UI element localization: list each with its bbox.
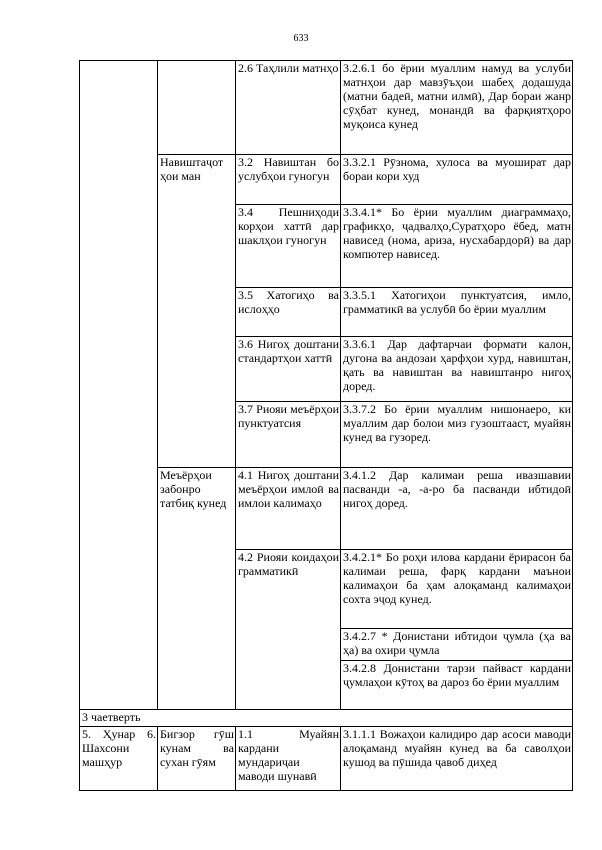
table-cell: 3.5 Хатогиҳо ва ислоҳҳо [236, 288, 341, 337]
table-cell: 3.3.4.1* Бо ёрии муаллим диаграммаҳо, графикҳо, ҷадвалҳо,Суратҳоро ёбед, матн нависед (нома, ариза, нусхабардорӣ) ва дар компютер нависед. [341, 205, 573, 288]
table-cell: 3.3.7.2 Бо ёрии муаллим нишонаеро, ки муаллим дар болои миз гузоштааст, муайян кунед ва гузоред. [341, 402, 573, 468]
table-cell: 2.6 Таҳлили матнҳо [236, 61, 341, 155]
table-cell: Меъёрҳои забонро татбиқ кунед [158, 468, 236, 710]
table-cell: 5. Ҳунар 6. Шахсони машҳур [80, 727, 158, 791]
table-cell: 3.6 Нигоҳ доштани стандартҳои хаттӣ [236, 337, 341, 402]
table-cell: 1.1 Муайян кардани мундариҷаи маводи шунавӣ [236, 727, 341, 791]
table-row [80, 61, 573, 155]
table-cell: 4.2 Риояи коидаҳои грамматикӣ [236, 550, 341, 710]
table-cell: 3.4 Пешниҳоди корҳои хаттӣ дар шаклҳои гуногун [236, 205, 341, 288]
table-cell: 3.7 Риояи меъёрҳои пунктуатсия [236, 402, 341, 468]
table-row [80, 710, 573, 727]
table-row [80, 727, 573, 791]
table-cell: 3.4.1.2 Дар калимаи реша ивазшавии пасванди -а, -а-ро ба пасванди ибтидоӣ нигоҳ доред. [341, 468, 573, 550]
table-cell: Бигзор гӯш кунам ва сухан гӯям [158, 727, 236, 791]
table-cell [158, 61, 236, 155]
table-cell: 3.2 Навиштан бо услубҳои гуногун [236, 155, 341, 205]
table-cell: 3.4.2.8 Донистани тарзи пайваст кардани ҷумлаҳои кӯтоҳ ва дароз бо ёрии муаллим [341, 661, 573, 710]
table-cell: Навиштаҷот ҳои ман [158, 155, 236, 468]
table-cell: 3.4.2.1* Бо роҳи илова кардани ёрирасон ба калимаи реша, фарқ кардани маънои калимаҳои ба ҳам алоқаманд калимаҳои сохта эҷод кунед. [341, 550, 573, 629]
table-cell: 3.3.6.1 Дар дафтарчаи формати калон, дугона ва андозаи ҳарфҳои хурд, навиштан, қать ва навиштан ва навиштанро нигоҳ доред. [341, 337, 573, 402]
page-number: 633 [293, 33, 309, 44]
table-cell: 3.3.5.1 Хатогиҳои пунктуатсия, имло, грамматикӣ ва услубӣ бо ёрии муаллим [341, 288, 573, 337]
table-cell: 3.4.2.7 * Донистани ибтидои ҷумла (ҳа ва ҳа) ва охири ҷумла [341, 629, 573, 661]
table-cell: 3.2.6.1 бо ёрии муаллим намуд ва услуби матнҳои дар мавзӯъҳои шабеҳ додашуда (матни бадеӣ, матни илмӣ), Дар бораи жанр сӯҳбат кунед, монандӣ ва фарқиятҳоро муқоиса кунед [341, 61, 573, 155]
table-cell: 4.1 Нигоҳ доштани меъёрҳои имлоӣ ва имлои калимаҳо [236, 468, 341, 550]
table-cell: 3.3.2.1 Рӯзнома, хулоса ва муошират дар бораи кори худ [341, 155, 573, 205]
table-cell: 3.1.1.1 Вожаҳои калидиро дар асоси маводи алоқаманд муайян кунед ва ба саволҳои кушод ва пӯшида ҷавоб диҳед [341, 727, 573, 791]
curriculum-table [79, 60, 573, 791]
table-cell [80, 61, 158, 710]
quarter-heading: 3 чаетверть [80, 710, 573, 727]
